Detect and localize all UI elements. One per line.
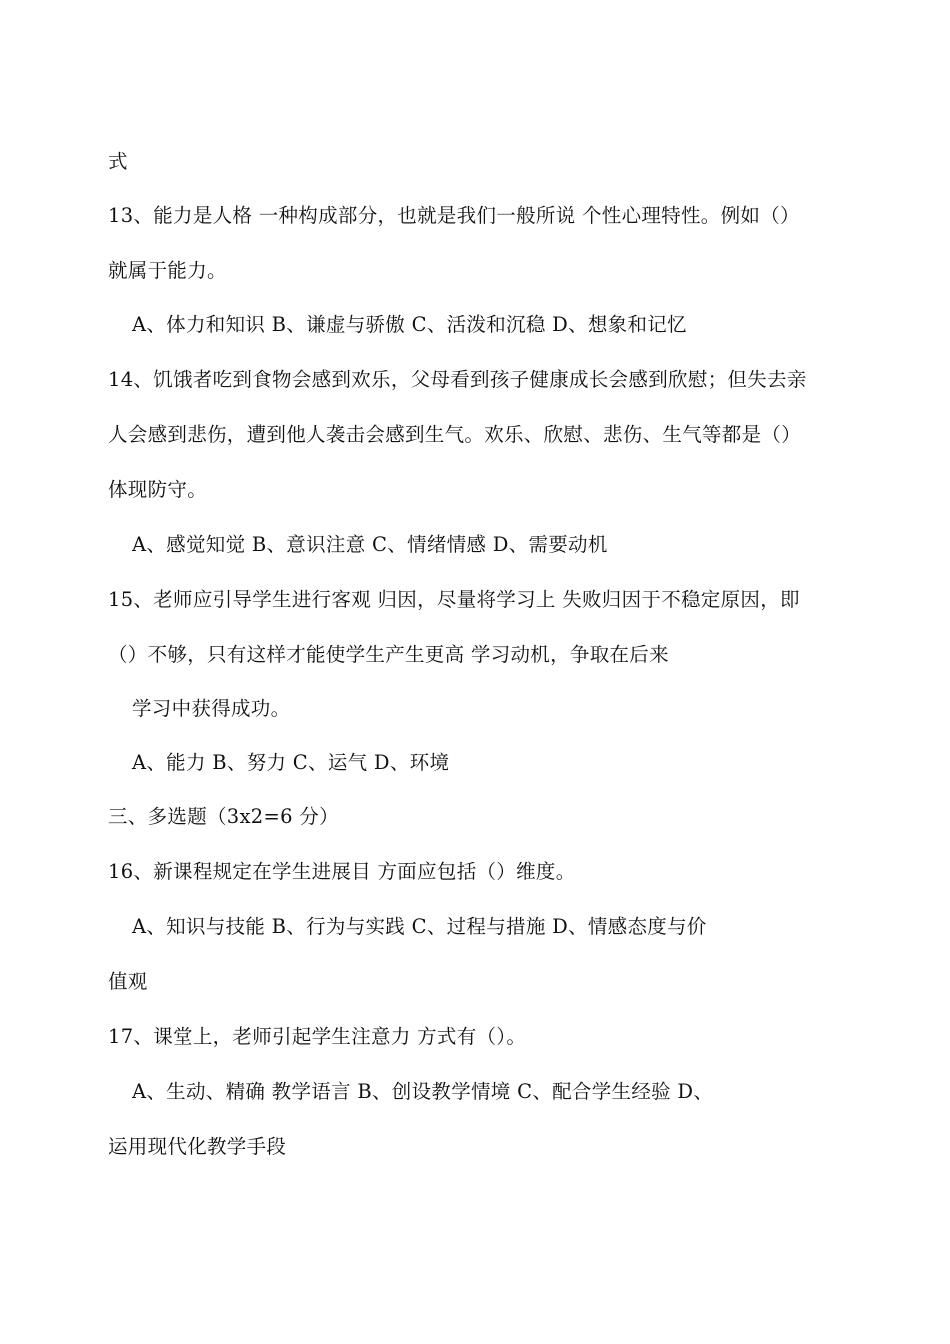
question-14-options: A、感觉知觉 B、意识注意 C、情绪情感 D、需要动机 [132,533,608,556]
section-heading-multiple-choice: 三、多选题（3x2=6 分） [108,805,339,828]
question-15-line-1: 15、老师应引导学生进行客观 归因，尽量将学习上 失败归因于不稳定原因，即 [108,588,800,611]
question-17-options-continuation: 运用现代化教学手段 [108,1135,287,1158]
question-14-line-1: 14、饥饿者吃到食物会感到欢乐，父母看到孩子健康成长会感到欣慰；但失去亲 [108,368,807,391]
question-14-line-2: 人会感到悲伤，遭到他人袭击会感到生气。欢乐、欣慰、悲伤、生气等都是（） [108,423,802,446]
question-13-line-2: 就属于能力。 [108,259,227,282]
question-13-options: A、体力和知识 B、谦虚与骄傲 C、活泼和沉稳 D、想象和记忆 [132,313,687,336]
question-14-line-3: 体现防守。 [108,478,208,501]
question-16-line-1: 16、新课程规定在学生进展目 方面应包括（）维度。 [108,860,576,883]
question-15-options: A、能力 B、努力 C、运气 D、环境 [132,751,450,774]
question-16-options: A、知识与技能 B、行为与实践 C、过程与措施 D、情感态度与价 [132,915,707,938]
question-17-line-1: 17、课堂上，老师引起学生注意力 方式有（）。 [108,1025,527,1048]
question-16-options-continuation: 值观 [108,970,148,993]
question-15-line-3: 学习中获得成功。 [132,697,291,720]
question-17-options: A、生动、精确 教学语言 B、创设教学情境 C、配合学生经验 D、 [132,1080,714,1103]
question-13-line-1: 13、能力是人格 一种构成部分，也就是我们一般所说 个性心理特性。例如（） [108,204,800,227]
text-line-continuation: 式 [108,150,128,173]
question-15-line-2: （）不够，只有这样才能使学生产生更高 学习动机，争取在后来 [108,643,669,666]
